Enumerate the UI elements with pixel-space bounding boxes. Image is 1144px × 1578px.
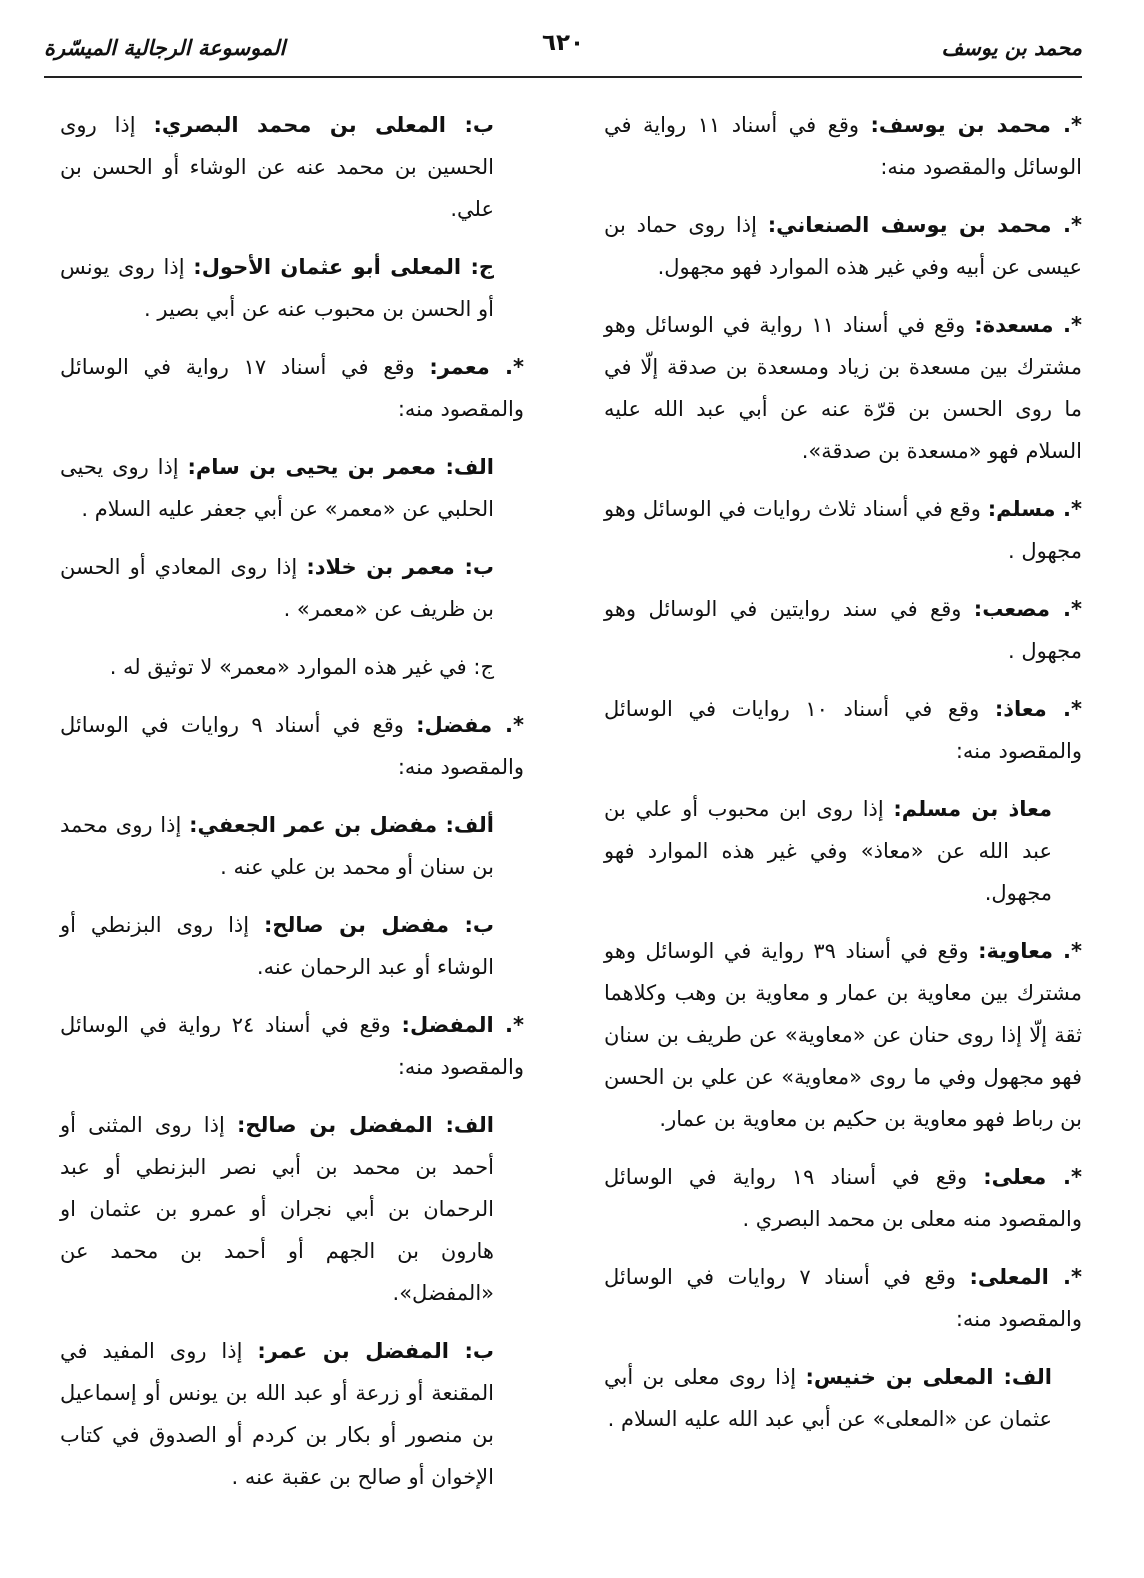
entry-text: إذا روى المفيد في المقنعة أو زرعة أو عبد الله بن يونس أو إسماعيل بن منصور أو بكار بن كردم أو الصدوق في كتاب الإخوان أو صالح بن عقبة عنه . — [60, 1339, 494, 1489]
entry-text: وقع في أسناد ١١ رواية في الوسائل والمقصود منه: — [604, 113, 1082, 179]
entry-marker: *. — [492, 713, 524, 737]
entry-text: إذا روى الحسين بن محمد عنه عن الوشاء أو الحسن بن علي. — [60, 113, 494, 221]
entry-paragraph — [60, 246, 494, 330]
narrator-name: معلى: — [983, 1165, 1047, 1189]
entry-paragraph — [60, 1330, 494, 1498]
right-column — [604, 104, 1082, 1456]
narrator-name: مسعدة: — [974, 313, 1054, 337]
narrator-name: ب: معمر بن خلاد: — [306, 555, 495, 579]
narrator-name: المعلى: — [969, 1265, 1049, 1289]
entry-paragraph — [604, 1156, 1082, 1240]
entry-text: إذا روى ابن محبوب أو علي بن عبد الله عن «معاذ» وفي غير هذه الموارد فهو مجهول. — [604, 797, 1052, 905]
narrator-name: ج: المعلى أبو عثمان الأحول: — [193, 255, 495, 279]
entry-marker: *. — [1055, 497, 1082, 521]
entry-paragraph — [60, 804, 494, 888]
entry-marker: *. — [1052, 939, 1082, 963]
entry-text: إذا روى حماد بن عيسى عن أبيه وفي غير هذه الموارد فهو مجهول. — [604, 213, 1082, 279]
entry-paragraph — [60, 1004, 524, 1088]
entry-marker: *. — [493, 1013, 524, 1037]
entry-text: إذا روى المثنى أو أحمد بن محمد بن أبي نصر البزنطي أو عبد الرحمان بن أبي نجران أو عمرو بن عثمان او هارون بن الجهم أو أحمد بن محمد عن «المفضل». — [60, 1113, 494, 1305]
entry-paragraph — [604, 104, 1082, 188]
entry-text: ج: في غير هذه الموارد «معمر» لا توثيق له . — [109, 655, 494, 679]
entry-paragraph — [604, 204, 1082, 288]
entry-paragraph — [60, 704, 524, 788]
narrator-name: معاذ بن مسلم: — [893, 797, 1052, 821]
narrator-name: معاوية: — [978, 939, 1053, 963]
entry-paragraph — [604, 488, 1082, 572]
narrator-name: ب: المعلى بن محمد البصري: — [153, 113, 495, 137]
entry-text: وقع في أسناد ٣٩ رواية في الوسائل وهو مشترك بين معاوية بن عمار و معاوية بن وهب وكلاهما ثقة إلّا إذا روى حنان عن «معاوية» عن طريف بن سنان فهو مجهول وفي ما روى «معاوية» عن علي بن الحسن بن رباط فهو معاوية بن حكيم بن معاوية بن عمار. — [604, 939, 1082, 1131]
narrator-name: معمر: — [429, 355, 490, 379]
entry-text: إذا روى المعادي أو الحسن بن ظريف عن «معمر» . — [60, 555, 494, 621]
narrator-name: معاذ: — [994, 697, 1047, 721]
entry-text: وقع في أسناد ٢٤ رواية في الوسائل والمقصود منه: — [60, 1013, 524, 1079]
entry-paragraph — [604, 1256, 1082, 1340]
entry-marker: *. — [1046, 1165, 1082, 1189]
entry-marker: *. — [489, 355, 524, 379]
page-number: ٦٢٠ — [541, 30, 585, 56]
entry-marker: *. — [1048, 1265, 1082, 1289]
entry-text: وقع في سند روايتين في الوسائل وهو مجهول . — [604, 597, 1082, 663]
narrator-name: ب: المفضل بن عمر: — [257, 1339, 494, 1363]
entry-text: وقع في أسناد ١١ رواية في الوسائل وهو مشترك بين مسعدة بن زياد ومسعدة بن صدقة إلّا في ما روى الحسن بن قرّة عنه عن أبي عبد الله‌ عليه السلام فهو «مسعدة بن صدقة». — [604, 313, 1082, 463]
entry-paragraph — [604, 788, 1052, 914]
narrator-name: المفضل: — [401, 1013, 494, 1037]
narrator-name: ألف: مفضل بن عمر الجعفي: — [189, 813, 494, 837]
entry-paragraph — [60, 904, 494, 988]
entry-paragraph — [604, 588, 1082, 672]
entry-marker: *. — [1053, 313, 1083, 337]
entry-text: وقع في أسناد ١٧ رواية في الوسائل والمقصود منه: — [60, 355, 524, 421]
entry-text: وقع في أسناد ١٩ رواية في الوسائل والمقصود منه معلى بن محمد البصري . — [604, 1165, 1082, 1231]
entry-paragraph — [60, 104, 494, 230]
narrator-name: مفضل: — [416, 713, 493, 737]
narrator-name: الف: المعلى بن خنيس: — [805, 1365, 1052, 1389]
entry-paragraph — [60, 546, 494, 630]
header-entry-title: محمد بن يوسف — [941, 36, 1082, 60]
narrator-name: مسلم: — [987, 497, 1056, 521]
entry-marker: *. — [1049, 597, 1082, 621]
narrator-name: محمد بن يوسف: — [870, 113, 1051, 137]
entry-paragraph — [60, 646, 494, 688]
entry-text: إذا روى معلى بن أبي عثمان عن «المعلى» عن أبي عبد الله‌ عليه السلام . — [604, 1365, 1052, 1431]
entry-paragraph — [604, 688, 1082, 772]
entry-text: وقع في أسناد ٩ روايات في الوسائل والمقصود منه: — [60, 713, 524, 779]
entry-marker: *. — [1050, 113, 1082, 137]
entry-text: إذا روى البزنطي أو الوشاء أو عبد الرحمان عنه. — [60, 913, 494, 979]
narrator-name: ب: مفضل بن صالح: — [264, 913, 494, 937]
entry-paragraph — [60, 346, 524, 430]
entry-text: إذا روى يونس أو الحسن بن محبوب عنه عن أبي بصير . — [60, 255, 494, 321]
entry-paragraph — [604, 304, 1082, 472]
entry-text: وقع في أسناد ١٠ روايات في الوسائل والمقصود منه: — [604, 697, 1082, 763]
entry-text: إذا روى محمد بن سنان أو محمد بن علي عنه . — [60, 813, 494, 879]
entry-marker: *. — [1046, 697, 1082, 721]
entry-text: وقع في أسناد ثلاث روايات في الوسائل وهو مجهول . — [604, 497, 1082, 563]
entry-text: إذا روى يحيى الحلبي عن «معمر» عن أبي جعفر عليه السلام . — [60, 455, 494, 521]
left-column — [60, 104, 524, 1514]
entry-paragraph — [60, 446, 494, 530]
entry-text: وقع في أسناد ٧ روايات في الوسائل والمقصود منه: — [604, 1265, 1082, 1331]
entry-marker: *. — [1051, 213, 1082, 237]
entry-paragraph — [60, 1104, 494, 1314]
book-title: الموسوعة الرجالية الميسّرة — [44, 36, 286, 60]
entry-paragraph — [604, 930, 1082, 1140]
page-header — [44, 26, 1082, 78]
entry-paragraph — [604, 1356, 1052, 1440]
narrator-name: الف: معمر بن يحيى بن سام: — [187, 455, 494, 479]
narrator-name: محمد بن يوسف الصنعاني: — [767, 213, 1052, 237]
narrator-name: مصعب: — [973, 597, 1050, 621]
narrator-name: الف: المفضل بن صالح: — [236, 1113, 495, 1137]
